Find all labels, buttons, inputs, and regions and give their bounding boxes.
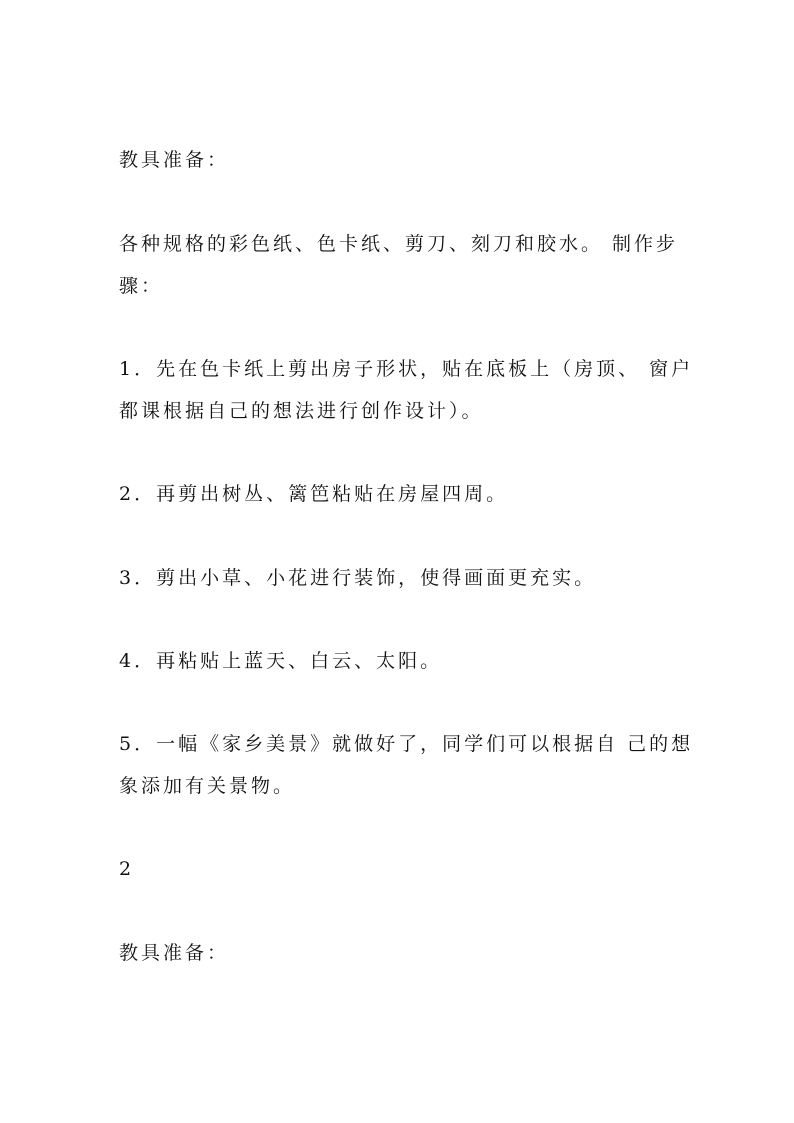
materials-text-line-2: 骤： (119, 275, 164, 297)
materials-text-line-1: 各种规格的彩色纸、色卡纸、剪刀、刻刀和胶水。 制作步 (119, 233, 679, 255)
step-1-line-1: 1．先在色卡纸上剪出房子形状，贴在底板上（房顶、 窗户 (119, 358, 694, 380)
step-5-line-2: 象添加有关景物。 (119, 775, 296, 797)
section-number: 2 (119, 858, 135, 880)
step-3-text: 3．剪出小草、小花进行装饰，使得画面更充实。 (119, 567, 597, 589)
step-4-text: 4．再粘贴上蓝天、白云、太阳。 (119, 650, 443, 672)
step-5-line-1: 5．一幅《家乡美景》就做好了，同学们可以根据自 己的想 (119, 733, 694, 755)
step-2-text: 2．再剪出树丛、篱笆粘贴在房屋四周。 (119, 483, 509, 505)
heading-tools-preparation-2: 教具准备： (119, 942, 230, 964)
step-1-line-2: 都课根据自己的想法进行创作设计）。 (119, 400, 484, 422)
heading-tools-preparation: 教具准备： (119, 149, 230, 171)
